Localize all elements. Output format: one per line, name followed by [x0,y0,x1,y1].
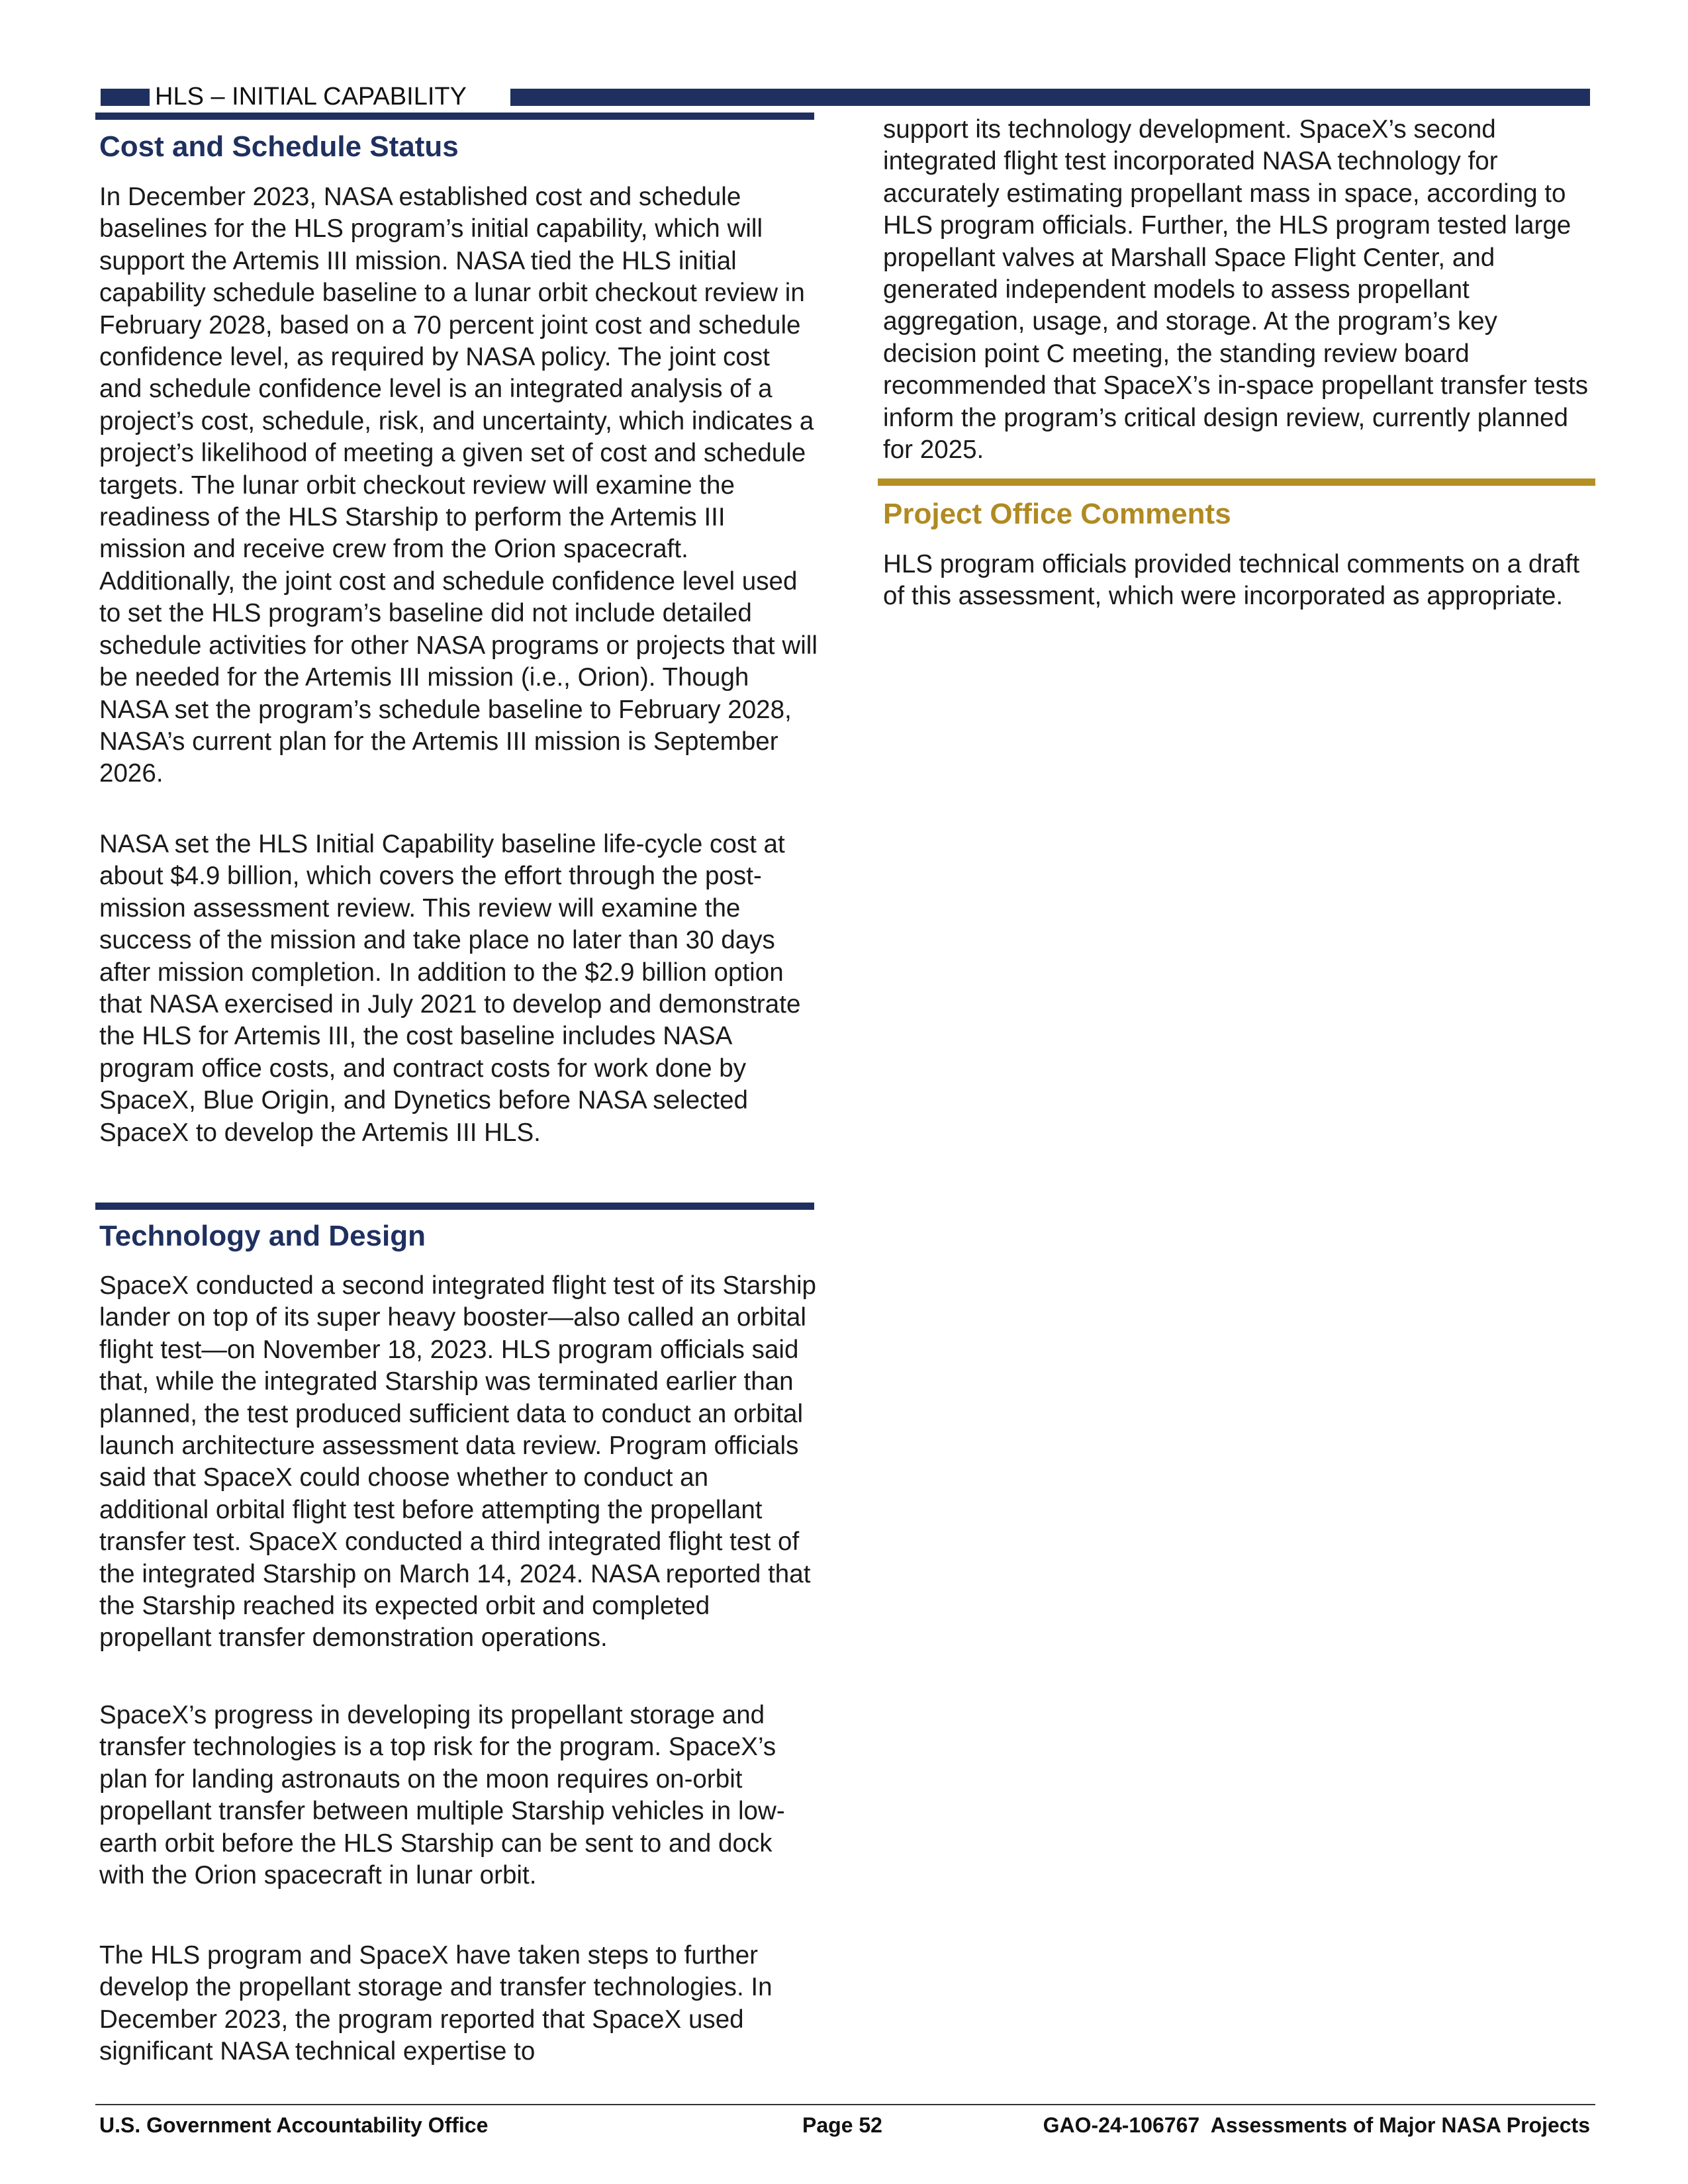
cost-schedule-paragraph-1: In December 2023, NASA established cost and schedule baselines for the HLS program’s initial capability, which will support the Artemis III mission. NASA tied the HLS initial capability schedule baseline to a lunar orbit checkout review in February 2028, based on a 70 percent joint cost and schedule confidence level, as required by NASA policy. The joint cost and schedule confidence level is an integrated analysis of a project’s cost, schedule, risk, and uncertainty, which indicates a project’s likelihood of meeting a given set of cost and schedule targets. The lunar orbit checkout review will examine the readiness of the HLS Starship to perform the Artemis III mission and receive crew from the Orion spacecraft. Additionally, the joint cost and schedule confidence level used to set the HLS program’s baseline did not include detailed schedule activities for other NASA programs or projects that will be needed for the Artemis III mission (i.e., Orion). Though NASA set the program’s schedule baseline to February 2028, NASA’s current plan for the Artemis III mission is September 2026. [99,183,818,788]
technology-design-paragraph-1: SpaceX conducted a second integrated flight test of its Starship lander on top of its super heavy booster—also called an orbital flight test—on November 18, 2023. HLS program officials said that, while the integrated Starship was terminated earlier than planned, the test produced sufficient data to conduct an orbital launch architecture assessment data review. Program officials said that SpaceX could choose whether to conduct an additional orbital flight test before attempting the propellant transfer test. SpaceX conducted a third integrated flight test of the integrated Starship on March 14, 2024. NASA reported that the Starship reached its expected orbit and completed propellant transfer demonstration operations. [99,1271,816,1653]
technology-design-heading: Technology and Design [99,1220,426,1252]
footer-agency: U.S. Government Accountability Office [99,2113,489,2137]
header-bar-left [101,89,150,106]
footer-report-id: GAO-24-106767 Assessments of Major NASA Projects [1043,2113,1590,2137]
footer-page-number: Page 52 [802,2113,882,2137]
cost-schedule-heading: Cost and Schedule Status [99,130,459,163]
project-office-paragraph: HLS program officials provided technical comments on a draft of this assessment, which were incorporated as appropriate. [883,550,1580,611]
technology-design-paragraph-2: SpaceX’s progress in developing its propellant storage and transfer technologies is a top risk for the program. SpaceX’s plan for landing astronauts on the moon requires on-orbit propellant transfer between multiple Starship vehicles in low-earth orbit before the HLS Starship can be sent to and dock with the Orion spacecraft in lunar orbit. [99,1701,785,1890]
section-divider [95,113,814,120]
section-label: HLS – INITIAL CAPABILITY [155,83,467,111]
technology-design-paragraph-3: The HLS program and SpaceX have taken steps to further develop the propellant storage and transfer technologies. In December 2023, the program reported that SpaceX used significant NASA technical expertise to [99,1941,773,2066]
cost-schedule-paragraph-2: NASA set the HLS Initial Capability baseline life-cycle cost at about $4.9 billion, which covers the effort through the post-mission assessment review. This review will examine the success of the mission and take place no later than 30 days after mission completion. In addition to the $2.9 billion option that NASA exercised in July 2021 to develop and demonstrate the HLS for Artemis III, the cost baseline includes NASA program office costs, and contract costs for work done by SpaceX, Blue Origin, and Dynetics before NASA selected SpaceX to develop the Artemis III HLS. [99,830,801,1147]
section-divider [95,1203,814,1210]
continued-paragraph: support its technology development. SpaceX’s second integrated flight test incorporated NASA technology for accurately estimating propellant mass in space, according to HLS program officials. Further, the HLS program tested large propellant valves at Marshall Space Flight Center, and generated independent models to assess propellant aggregation, usage, and storage. At the program’s key decision point C meeting, the standing review board recommended that SpaceX’s in-space propellant transfer tests inform the program’s critical design review, currently planned for 2025. [883,115,1589,465]
project-office-heading: Project Office Comments [883,498,1231,530]
section-divider-gold [878,478,1595,486]
footer-divider [95,2104,1595,2105]
header-bar-right [510,89,1590,106]
